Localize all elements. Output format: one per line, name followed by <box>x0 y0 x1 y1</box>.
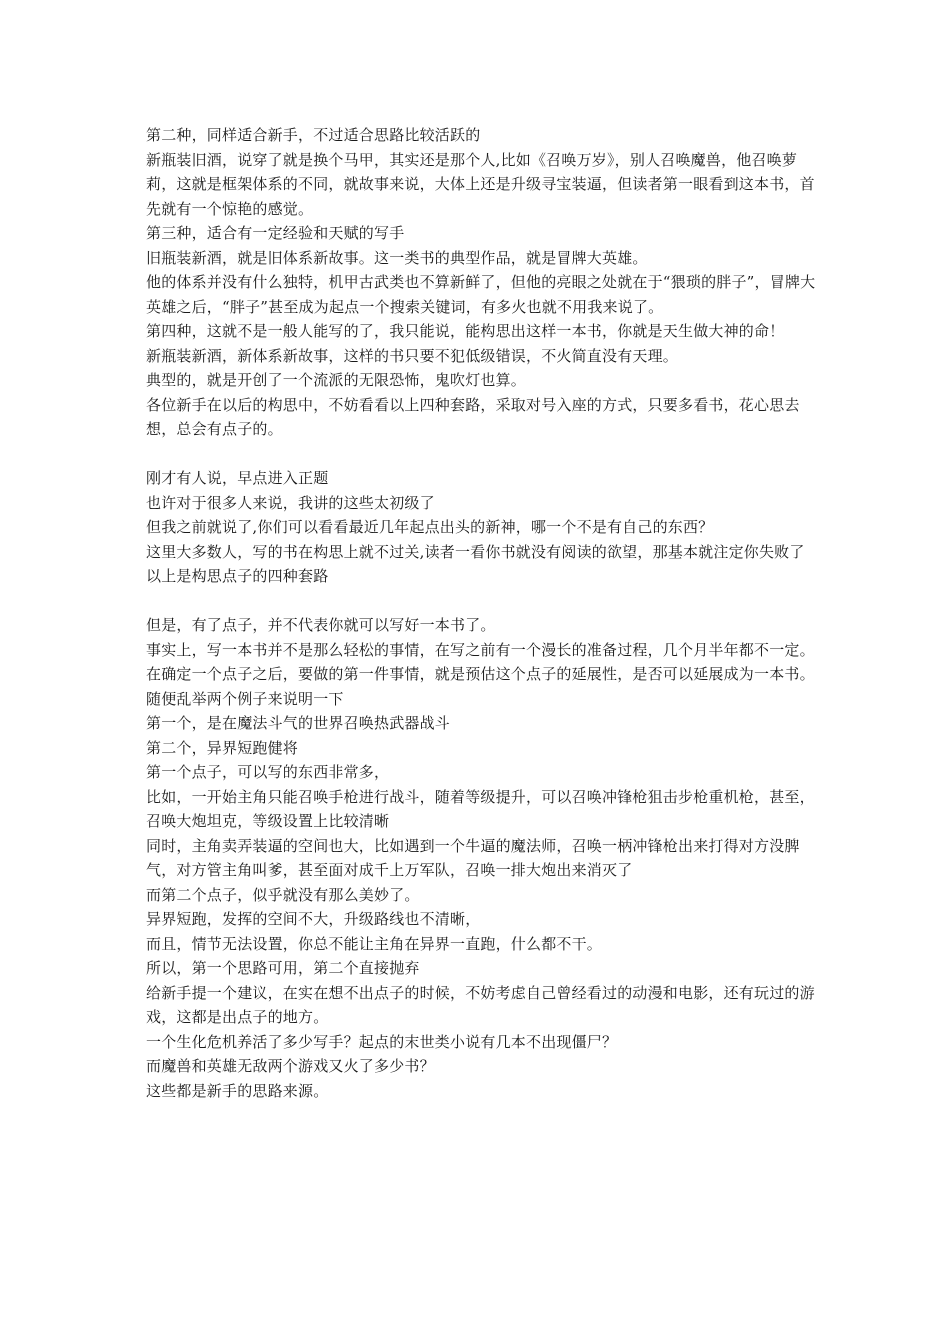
paragraph: 一个生化危机养活了多少写手？起点的末世类小说有几本不出现僵尸？ <box>146 1032 618 1051</box>
paragraph: 旧瓶装新酒，就是旧体系新故事。这一类书的典型作品，就是冒牌大英雄。 <box>146 248 648 267</box>
paragraph: 随便乱举两个例子来说明一下 <box>146 689 344 708</box>
paragraph: 以上是构思点子的四种套路 <box>146 567 329 585</box>
paragraph: 这些都是新手的思路来源。 <box>146 1081 329 1100</box>
blank-line <box>146 442 818 467</box>
paragraph: 他的体系并没有什么独特，机甲古武类也不算新鲜了，但他的亮眼之处就在于“猥琐的胖子”，冒牌大英雄之后，“胖子”甚至成为起点一个搜索关键词，有多火也就不用我来说了。 <box>146 273 816 316</box>
paragraph: 这里大多数人，写的书在构思上就不过关,读者一看你书就没有阅读的欲望，那基本就注定你失败了 <box>146 542 805 561</box>
paragraph: 同时，主角卖弄装逼的空间也大，比如遇到一个牛逼的魔法师，召唤一柄冲锋枪出来打得对方没脾气，对方管主角叫爹，甚至面对成千上万军队，召唤一排大炮出来消灭了 <box>146 836 800 879</box>
paragraph: 新瓶装新酒，新体系新故事，这样的书只要不犯低级错误，不火简直没有天理。 <box>146 346 679 365</box>
paragraph: 新瓶装旧酒，说穿了就是换个马甲，其实还是那个人,比如《召唤万岁》，别人召唤魔兽，他召唤萝莉，这就是框架体系的不同，就故事来说，大体上还是升级寻宝装逼，但读者第一眼看到这本书，首先就有一个惊艳的感觉。 <box>146 150 815 218</box>
paragraph: 比如，一开始主角只能召唤手枪进行战斗，随着等级提升，可以召唤冲锋枪狙击步枪重机枪，甚至，召唤大炮坦克，等级设置上比较清晰 <box>146 787 815 830</box>
paragraph: 而魔兽和英雄无敌两个游戏又火了多少书？ <box>146 1057 435 1075</box>
paragraph: 第一个点子，可以写的东西非常多， <box>146 763 390 781</box>
paragraph: 也许对于很多人来说，我讲的这些太初级了 <box>146 493 435 512</box>
paragraph: 而第二个点子，似乎就没有那么美妙了。 <box>146 885 420 904</box>
paragraph: 第一个，是在魔法斗气的世界召唤热武器战斗 <box>146 714 451 732</box>
paragraph: 给新手提一个建议，在实在想不出点子的时候，不妨考虑自己曾经看过的动漫和电影，还有玩过的游戏，这都是出点子的地方。 <box>146 983 815 1026</box>
paragraph: 典型的，就是开创了一个流派的无限恐怖，鬼吹灯也算。 <box>146 371 527 389</box>
paragraph: 但我之前就说了,你们可以看看最近几年起点出头的新神，哪一个不是有自己的东西？ <box>146 518 714 536</box>
paragraph: 刚才有人说，早点进入正题 <box>146 469 329 487</box>
paragraph: 所以，第一个思路可用，第二个直接抛弃 <box>146 959 420 977</box>
paragraph: 而且，情节无法设置，你总不能让主角在异界一直跑，什么都不干。 <box>146 934 603 953</box>
paragraph: 第四种，这就不是一般人能写的了，我只能说，能构思出这样一本书，你就是天生做大神的命！ <box>146 322 785 340</box>
paragraph: 异界短跑，发挥的空间不大，升级路线也不清晰， <box>146 910 481 928</box>
document-body <box>146 123 818 1103</box>
paragraph: 在确定一个点子之后，要做的第一件事情，就是预估这个点子的延展性，是否可以延展成为一本书。 <box>146 665 815 683</box>
paragraph: 各位新手在以后的构思中，不妨看看以上四种套路，采取对号入座的方式，只要多看书，花心思去想，总会有点子的。 <box>146 395 800 438</box>
paragraph: 但是，有了点子，并不代表你就可以写好一本书了。 <box>146 616 496 634</box>
paragraph: 事实上，写一本书并不是那么轻松的事情，在写之前有一个漫长的准备过程，几个月半年都不一定。 <box>146 640 815 659</box>
blank-line <box>146 589 818 614</box>
paragraph: 第三种，适合有一定经验和天赋的写手 <box>146 224 405 242</box>
paragraph: 第二种，同样适合新手，不过适合思路比较活跃的 <box>146 126 481 144</box>
paragraph: 第二个，异界短跑健将 <box>146 738 299 757</box>
